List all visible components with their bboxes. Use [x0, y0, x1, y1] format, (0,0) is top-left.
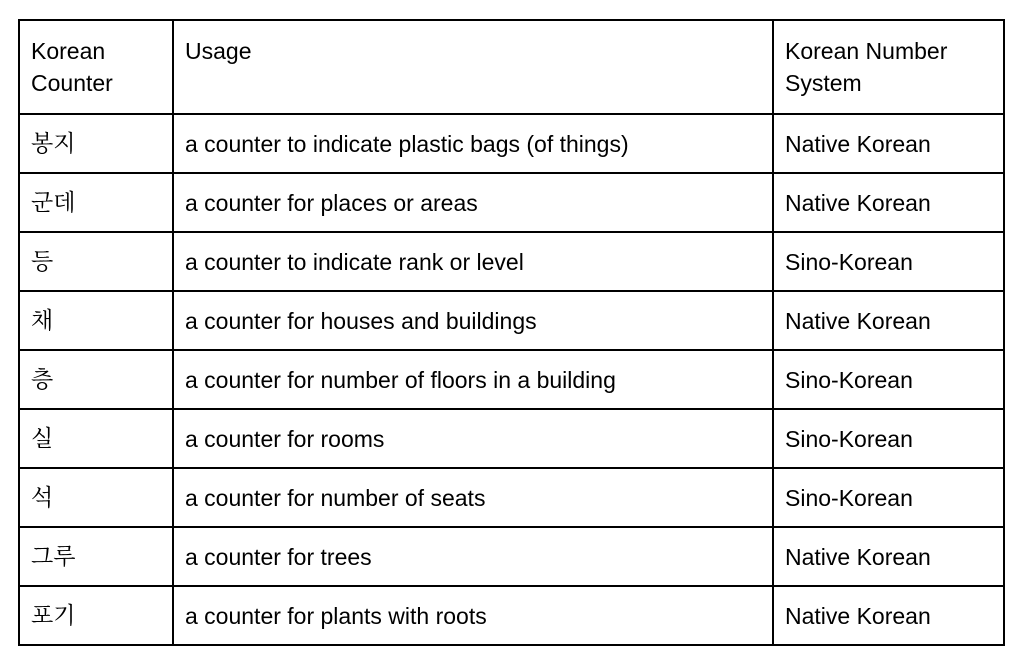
- counter-cell: 석: [19, 468, 173, 527]
- usage-cell: a counter to indicate plastic bags (of things): [173, 114, 773, 173]
- table-row: [19, 350, 1004, 409]
- number-system-cell: Sino-Korean: [773, 468, 1004, 527]
- header-korean-number-system: Korean Number System: [773, 20, 1004, 114]
- number-system-cell: Sino-Korean: [773, 350, 1004, 409]
- counter-cell: 봉지: [19, 114, 173, 173]
- number-system-cell: Sino-Korean: [773, 232, 1004, 291]
- header-row: [19, 20, 1004, 114]
- usage-cell: a counter for places or areas: [173, 173, 773, 232]
- table-row: [19, 468, 1004, 527]
- table-row: [19, 173, 1004, 232]
- usage-cell: a counter for rooms: [173, 409, 773, 468]
- table-row: [19, 586, 1004, 645]
- counter-cell: 층: [19, 350, 173, 409]
- number-system-cell: Native Korean: [773, 291, 1004, 350]
- usage-cell: a counter for houses and buildings: [173, 291, 773, 350]
- number-system-cell: Native Korean: [773, 527, 1004, 586]
- usage-cell: a counter for trees: [173, 527, 773, 586]
- usage-cell: a counter to indicate rank or level: [173, 232, 773, 291]
- table-row: [19, 114, 1004, 173]
- counter-cell: 실: [19, 409, 173, 468]
- counter-cell: 군데: [19, 173, 173, 232]
- table-row: [19, 409, 1004, 468]
- table-row: [19, 527, 1004, 586]
- korean-counters-table-container: [18, 19, 1005, 646]
- usage-cell: a counter for number of seats: [173, 468, 773, 527]
- table-row: [19, 291, 1004, 350]
- counter-cell: 등: [19, 232, 173, 291]
- counter-cell: 채: [19, 291, 173, 350]
- header-korean-counter: Korean Counter: [19, 20, 173, 114]
- number-system-cell: Native Korean: [773, 586, 1004, 645]
- header-usage: Usage: [173, 20, 773, 114]
- number-system-cell: Native Korean: [773, 114, 1004, 173]
- table-row: [19, 232, 1004, 291]
- number-system-cell: Sino-Korean: [773, 409, 1004, 468]
- usage-cell: a counter for number of floors in a building: [173, 350, 773, 409]
- counter-cell: 그루: [19, 527, 173, 586]
- counter-cell: 포기: [19, 586, 173, 645]
- usage-cell: a counter for plants with roots: [173, 586, 773, 645]
- number-system-cell: Native Korean: [773, 173, 1004, 232]
- korean-counters-table: [18, 19, 1005, 646]
